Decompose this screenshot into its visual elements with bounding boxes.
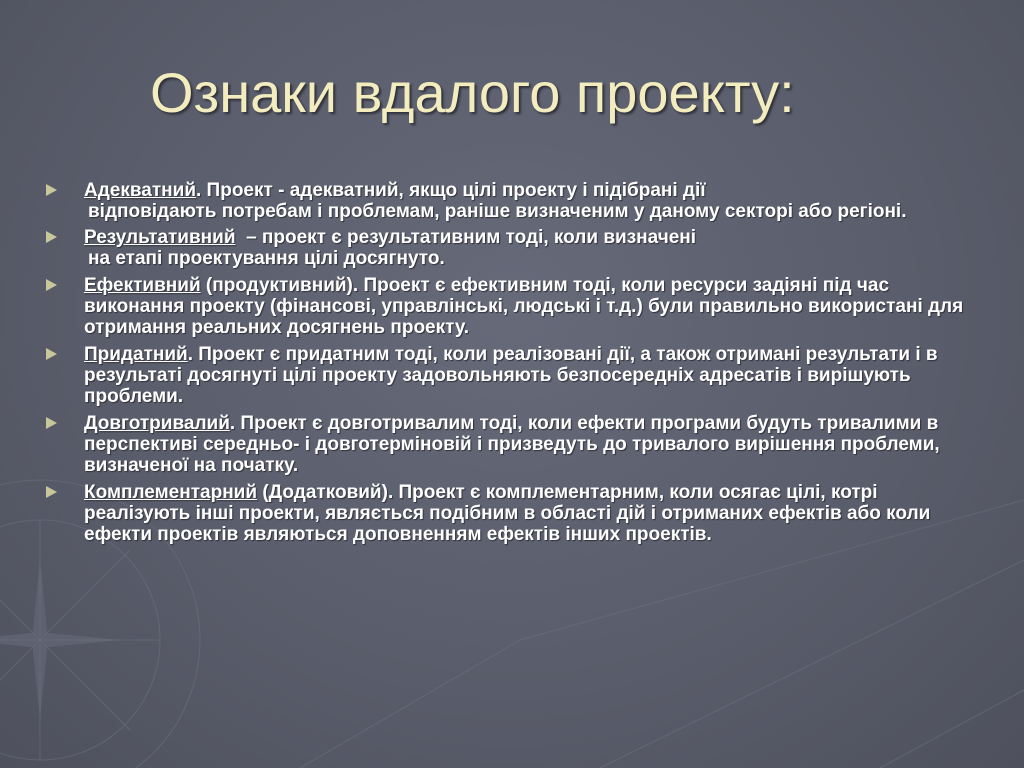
item-continuation: на етапі проектування цілі досягнуто. bbox=[88, 248, 445, 269]
triangle-bullet-icon bbox=[46, 348, 57, 360]
item-description: . Проект є довготривалим тоді, коли ефекти програми будуть тривалими в перспективі середньо- і довготерміновій і призведуть до тривалого вирішення проблеми, визначеної на початку. bbox=[84, 413, 940, 476]
item-term: Комплементарний bbox=[84, 482, 258, 503]
item-text bbox=[84, 180, 986, 222]
item-text bbox=[84, 275, 986, 338]
list-item bbox=[46, 344, 986, 407]
item-term: Ефективний bbox=[84, 275, 201, 296]
item-text bbox=[84, 227, 986, 269]
list-item bbox=[46, 275, 986, 338]
item-text bbox=[84, 413, 986, 476]
item-description: (продуктивний). Проект є ефективним тоді, коли ресурси задіяні під час виконання проекту (фінансові, управлінські, людські і т.д.) були правильно використані для отримання реальних досягнень проекту. bbox=[84, 275, 964, 338]
item-continuation: відповідають потребам і проблемам, раніше визначеним у даному секторі або регіоні. bbox=[88, 201, 907, 222]
list-item bbox=[46, 180, 986, 222]
item-description: (Додатковий). Проект є комплементарним, коли осягає цілі, котрі реалізують інші проекти, являється подібним в області дій і отриманих ефектів або коли ефекти проектів являються доповненням ефектів інших проектів. bbox=[84, 482, 931, 545]
item-term: Придатний bbox=[84, 344, 188, 365]
triangle-bullet-icon bbox=[46, 486, 57, 498]
item-text bbox=[84, 482, 986, 545]
triangle-bullet-icon bbox=[46, 231, 57, 243]
item-description: . Проект - адекватний, якщо цілі проекту і підібрані дії bbox=[196, 180, 706, 201]
list-item bbox=[46, 413, 986, 476]
item-term: Адекватний bbox=[84, 180, 196, 201]
triangle-bullet-icon bbox=[46, 417, 57, 429]
triangle-bullet-icon bbox=[46, 279, 57, 291]
item-term: Результативний bbox=[84, 227, 236, 248]
item-description: – проект є результативним тоді, коли визначені bbox=[235, 227, 697, 248]
list-item bbox=[46, 227, 986, 269]
triangle-bullet-icon bbox=[46, 184, 57, 196]
item-description: . Проект є придатним тоді, коли реалізовані дії, а також отримані результати і в результаті досягнуті цілі проекту задовольняють безпосередніх адресатів і вирішують проблеми. bbox=[84, 344, 938, 407]
bullet-list bbox=[46, 180, 986, 545]
list-item bbox=[46, 482, 986, 545]
item-term: Довготривалий bbox=[84, 413, 230, 434]
slide-title: Ознаки вдалого проекту: bbox=[150, 61, 795, 124]
item-text bbox=[84, 344, 986, 407]
